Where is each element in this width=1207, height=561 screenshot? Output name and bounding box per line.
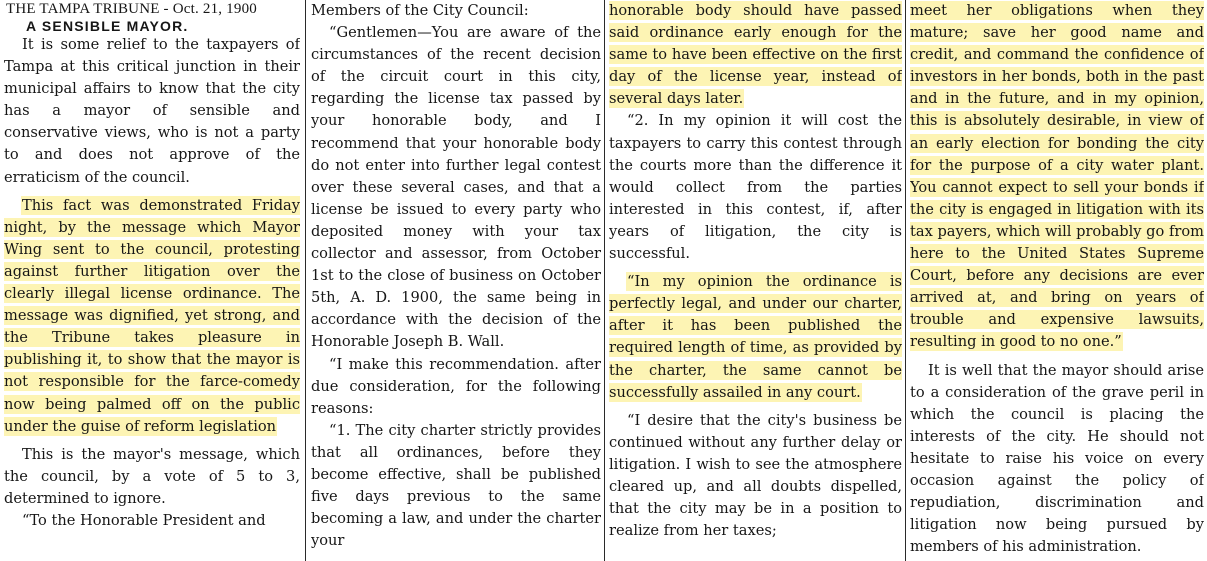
paragraph xyxy=(910,360,1204,559)
paragraph-text: It is well that the mayor should arise to a consideration of the grave peril in which the council is placing the interests of the city. He should not hesitate to raise his voice on every occasion against the policy of repudiation, discrimination and litigation now being pursued by members of his administration. xyxy=(910,361,1204,556)
highlighted-text: “In my opinion the ordinance is perfectly legal, and under our charter, after it has been published the required length of time, as provided by the charter, the same cannot be successfully assailed in any court. xyxy=(609,273,902,401)
paragraph xyxy=(910,0,1204,354)
article-headline: A SENSIBLE MAYOR. xyxy=(26,18,189,34)
paragraph-text: “2. In my opinion it will cost the taxpayers to carry this contest through the courts more than the difference it would collect from the parties interested in this contest, if, after years of litigation, the city is successful. xyxy=(609,112,902,263)
column-rule xyxy=(905,0,906,561)
highlighted-text: This fact was demonstrated Friday night, by the message which Mayor Wing sent to the council, protesting against further litigation over the clearly illegal license ordinance. The message was dignified, yet strong, and the Tribune takes pleasure in publishing it, to show that the mayor is not responsible for the farce-comedy now being palmed off on the public under the guise of reform legislation xyxy=(4,196,300,435)
highlighted-text: meet her obligations when they mature; save her good name and credit, and command the confidence of investors in her bonds, both in the past and in the future, and in my opinion, this is absolutely desirable, in view of an early election for bonding the city for the purpose of a city water plant. You cannot expect to sell your bonds if the city is engaged in litigation with its tax payers, which will probably go from here to the United States Supreme Court, before any decisions are ever arrived at, and bring on years of trouble and expensive lawsuits, resulting in good to no one.” xyxy=(910,2,1204,351)
paragraph xyxy=(4,444,300,510)
paragraph-text: “1. The city charter strictly provides that all ordinances, before they become effective, shall be published five days previous to the same becoming a law, and under the charter your xyxy=(311,421,601,550)
masthead: THE TAMPA TRIBUNE - Oct. 21, 1900 xyxy=(6,1,257,17)
paragraph xyxy=(4,34,300,189)
paragraph-text: This is the mayor's message, which the council, by a vote of 5 to 3, determined to ignore. xyxy=(4,445,300,507)
paragraph-text: Members of the City Council: xyxy=(311,2,529,19)
column-1 xyxy=(4,0,300,561)
column-3 xyxy=(609,0,902,561)
paragraph-text: “To the Honorable President and xyxy=(22,511,266,529)
paragraph xyxy=(311,0,601,22)
column-4 xyxy=(910,0,1204,561)
paragraph xyxy=(609,110,902,265)
paragraph-text: “I make this recommendation. after due consideration, for the following reasons: xyxy=(311,355,601,417)
column-2 xyxy=(311,0,601,561)
paragraph-text: “I desire that the city's business be continued without any further delay or litigation. I wish to see the atmosphere cleared up, and all doubts dispelled, that the city may be in a position to realize from her taxes; xyxy=(609,411,902,540)
paragraph xyxy=(311,420,601,553)
paragraph xyxy=(609,0,902,110)
paragraph xyxy=(311,22,601,353)
column-rule xyxy=(305,0,306,561)
paragraph xyxy=(609,271,902,404)
paragraph xyxy=(311,354,601,420)
paragraph-text: “Gentlemen—You are aware of the circumstances of the recent decision of the circuit court in this city, regarding the license tax passed by your honorable body, and I recommend that your honorable body do not enter into further legal contest over these several cases, and that a license be issued to every party who deposited money with your tax collector and assessor, from October 1st to the close of business on October 5th, A. D. 1900, the same being in accordance with the decision of the Honorable Joseph B. Wall. xyxy=(311,24,601,351)
paragraph-text: It is some relief to the taxpayers of Tampa at this critical junction in their municipal affairs to know that the city has a mayor of sensible and conservative views, who is not a party to and does not approve of the erraticism of the council. xyxy=(4,36,300,186)
column-rule xyxy=(604,0,605,561)
paragraph xyxy=(609,410,902,543)
paragraph xyxy=(4,510,300,532)
highlighted-text: honorable body should have passed said ordinance early enough for the same to have been effective on the first day of the license year, instead of several days later. xyxy=(609,2,902,108)
paragraph xyxy=(4,195,300,438)
